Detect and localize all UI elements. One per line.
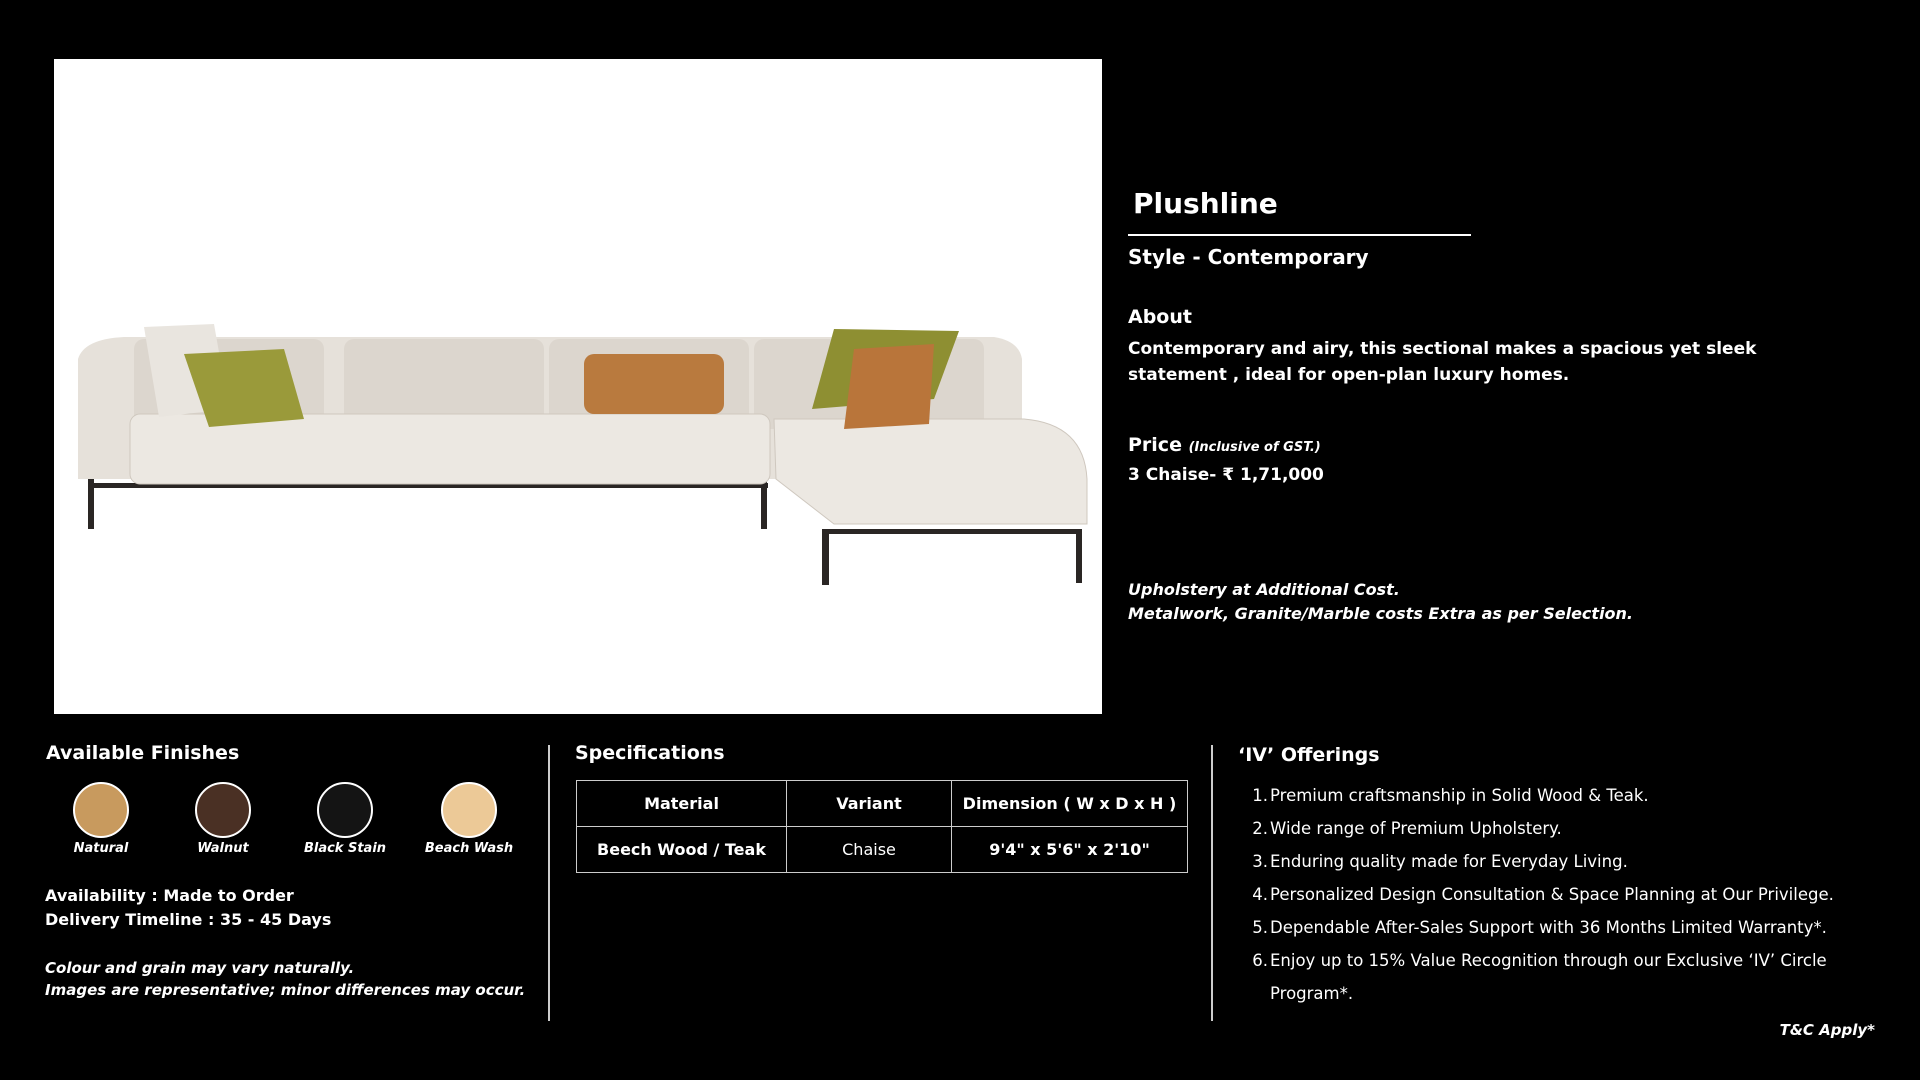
product-title: Plushline: [1133, 187, 1278, 220]
offerings-heading: ‘IV’ Offerings: [1238, 744, 1380, 766]
section-divider: [548, 745, 550, 1021]
sofa-illustration: [54, 59, 1102, 714]
delivery-timeline: Delivery Timeline : 35 - 45 Days: [45, 910, 332, 929]
list-item: 2. Wide range of Premium Upholstery.: [1252, 819, 1562, 838]
finish-label: Walnut: [197, 841, 249, 856]
disclaimer: Images are representative; minor differences may occur.: [45, 981, 526, 999]
table-row: [577, 827, 1188, 873]
header-dimension: Dimension ( W x D x H ): [952, 781, 1188, 827]
availability: Availability : Made to Order: [45, 886, 294, 905]
about-heading: About: [1128, 306, 1192, 328]
finish-swatch-natural[interactable]: [73, 782, 129, 838]
header-variant: Variant: [787, 781, 952, 827]
header-material: Material: [577, 781, 787, 827]
terms-note: T&C Apply*: [1779, 1021, 1875, 1039]
finish-swatch-beach-wash[interactable]: [441, 782, 497, 838]
finish-swatch-walnut[interactable]: [195, 782, 251, 838]
finish-label: Beach Wash: [424, 841, 514, 856]
price-note: (Inclusive of GST.): [1188, 440, 1321, 455]
finish-label: Natural: [73, 841, 129, 856]
table-header-row: [577, 781, 1188, 827]
specifications-heading: Specifications: [575, 742, 725, 764]
list-item: 5. Dependable After-Sales Support with 36 Months Limited Warranty*.: [1252, 918, 1827, 937]
offerings-list: [1250, 779, 1860, 1010]
price-heading: [1128, 434, 1321, 456]
finishes-heading: Available Finishes: [46, 742, 240, 764]
product-image: [54, 59, 1102, 714]
list-item: 6. Enjoy up to 15% Value Recognition through our Exclusive ‘IV’ Circle Program*.: [1252, 951, 1827, 1003]
price-value: 3 Chaise- ₹ 1,71,000: [1128, 465, 1324, 485]
metalwork-note: Metalwork, Granite/Marble costs Extra as per Selection.: [1128, 604, 1634, 623]
list-item: 3. Enduring quality made for Everyday Living.: [1252, 852, 1628, 871]
price-label: Price: [1128, 434, 1182, 456]
about-text: Contemporary and airy, this sectional makes a spacious yet sleek statement , ideal for open-plan luxury homes.: [1128, 339, 1757, 385]
cell-material: Beech Wood / Teak: [577, 827, 787, 873]
specifications-table: [576, 780, 1188, 873]
list-item: 4. Personalized Design Consultation & Space Planning at Our Privilege.: [1252, 885, 1834, 904]
disclaimer: Colour and grain may vary naturally.: [45, 959, 355, 977]
finish-swatch-black-stain[interactable]: [317, 782, 373, 838]
finish-label: Black Stain: [303, 841, 387, 856]
list-item: 1. Premium craftsmanship in Solid Wood & Teak.: [1252, 786, 1649, 805]
product-style: Style - Contemporary: [1128, 245, 1369, 269]
title-underline: [1128, 234, 1471, 236]
upholstery-note: Upholstery at Additional Cost.: [1128, 580, 1400, 599]
cell-variant: Chaise: [787, 827, 952, 873]
cell-dimension: 9'4" x 5'6" x 2'10": [952, 827, 1188, 873]
section-divider: [1211, 745, 1213, 1021]
